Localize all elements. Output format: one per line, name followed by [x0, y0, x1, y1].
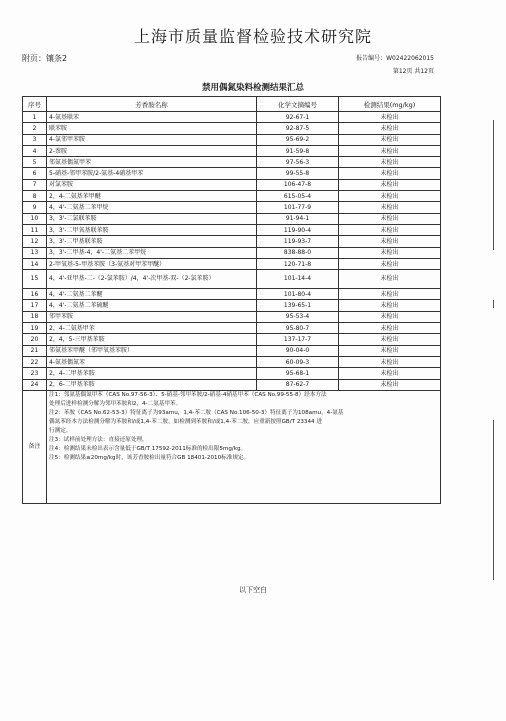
table-row	[23, 289, 441, 300]
test-result: 未检出	[339, 157, 441, 168]
amine-name: 联苯胺	[47, 123, 257, 134]
table-row	[23, 356, 441, 367]
amine-name: 2-萘胺	[47, 145, 257, 156]
table-row	[23, 112, 441, 123]
table-header-row	[23, 97, 441, 112]
row-number: 21	[23, 345, 47, 356]
column-header: 检测结果(mg/kg)	[339, 97, 441, 112]
row-number: 5	[23, 157, 47, 168]
table-row	[23, 134, 441, 145]
note-line: 行测定。	[49, 427, 72, 434]
row-number: 22	[23, 356, 47, 367]
table-row	[23, 236, 441, 247]
amine-name: 2，4-二氨基苯甲醚	[47, 191, 257, 202]
row-number: 11	[23, 224, 47, 235]
row-number: 17	[23, 300, 47, 311]
amine-name: 2，4-二甲基苯胺	[47, 368, 257, 379]
table-row	[23, 258, 441, 269]
column-header: 芳香胺名称	[47, 97, 257, 112]
table-row	[23, 334, 441, 345]
cas-number: 90-04-0	[257, 345, 339, 356]
cas-number: 106-47-8	[257, 179, 339, 190]
notes-blank-space	[49, 463, 438, 503]
test-result: 未检出	[339, 270, 441, 289]
test-result: 未检出	[339, 356, 441, 367]
results-table	[22, 96, 441, 504]
row-number: 12	[23, 236, 47, 247]
note-line: 注2：苯胺（CAS No.62-53-3）特征离子为93amu，1,4-苯二胺（CAS No.106-50-3）特征离子为108amu，4-氨基	[49, 409, 344, 416]
table-row	[23, 157, 441, 168]
table-row	[23, 323, 441, 334]
table-row	[23, 311, 441, 322]
row-number: 19	[23, 323, 47, 334]
test-result: 未检出	[339, 145, 441, 156]
test-result: 未检出	[339, 323, 441, 334]
note-line: 注5：检测结果≤20mg/kg时，该芳香胺检出量符合GB 18401-2010标准规定。	[49, 454, 250, 461]
binding-edge-mark	[493, 300, 494, 308]
row-number: 3	[23, 134, 47, 145]
cas-number: 87-62-7	[257, 379, 339, 390]
test-result: 未检出	[339, 179, 441, 190]
amine-name: 4，4'-二氨基二苯醚	[47, 289, 257, 300]
row-number: 24	[23, 379, 47, 390]
row-number: 20	[23, 334, 47, 345]
cas-number: 101-14-4	[257, 270, 339, 289]
amine-name: 对氯苯胺	[47, 179, 257, 190]
amine-name: 5-硝基-邻甲苯胺/2-氨基-4硝基甲苯	[47, 168, 257, 179]
table-title: 禁用偶氮染料检测结果汇总	[201, 83, 304, 93]
row-number: 13	[23, 247, 47, 258]
attachment-label: 附页：镶条2	[22, 54, 68, 63]
table-row	[23, 379, 441, 390]
cas-number: 137-17-7	[257, 334, 339, 345]
cas-number: 92-87-5	[257, 123, 339, 134]
amine-name: 2，4-二氨基甲苯	[47, 323, 257, 334]
binding-edge-mark	[493, 120, 494, 250]
page-indicator: 第12页 共12页	[392, 68, 434, 75]
cas-number: 97-56-3	[257, 157, 339, 168]
table-row	[23, 368, 441, 379]
amine-name: 邻甲苯胺	[47, 311, 257, 322]
test-result: 未检出	[339, 112, 441, 123]
row-number: 14	[23, 258, 47, 269]
notes-label: 备注	[23, 390, 47, 503]
row-number: 2	[23, 123, 47, 134]
end-marker: 以下空白	[239, 586, 267, 594]
row-number: 8	[23, 191, 47, 202]
test-result: 未检出	[339, 168, 441, 179]
row-number: 16	[23, 289, 47, 300]
amine-name: 4，4'-二氨基二苯硫醚	[47, 300, 257, 311]
notes-cell	[47, 390, 441, 503]
cas-number: 95-80-7	[257, 323, 339, 334]
test-result: 未检出	[339, 191, 441, 202]
row-number: 10	[23, 213, 47, 224]
table-row	[23, 191, 441, 202]
cas-number: 91-94-1	[257, 213, 339, 224]
note-line: 处理后进样检测分解为邻甲苯胺和2，4-二氨基甲苯。	[49, 400, 182, 407]
row-number: 18	[23, 311, 47, 322]
table-row	[23, 179, 441, 190]
test-result: 未检出	[339, 123, 441, 134]
table-row	[23, 123, 441, 134]
cas-number: 120-71-8	[257, 258, 339, 269]
test-result: 未检出	[339, 368, 441, 379]
row-number: 4	[23, 145, 47, 156]
note-line: 注3：试样前处理方法：直接还原处理。	[49, 436, 148, 443]
row-number: 9	[23, 202, 47, 213]
column-header: 化学文摘编号	[257, 97, 339, 112]
binding-edge-mark	[493, 420, 494, 580]
amine-name: 3，3'-二甲基联苯胺	[47, 236, 257, 247]
cas-number: 95-69-2	[257, 134, 339, 145]
cas-number: 60-09-3	[257, 356, 339, 367]
note-line: 偶氮苯经本方法检测分解为苯胺和/或1,4-苯二胺，如检测到苯胺和/或1,4-苯二胺，应重新按照GB/T 23344 进	[49, 418, 322, 425]
cas-number: 95-53-4	[257, 311, 339, 322]
table-row	[23, 145, 441, 156]
table-row	[23, 224, 441, 235]
cas-number: 119-90-4	[257, 224, 339, 235]
test-result: 未检出	[339, 379, 441, 390]
column-header: 序号	[23, 97, 47, 112]
note-line: 注1：邻氨基偶氮甲苯（CAS No.97-56-3）、5-硝基-邻甲苯胺/2-硝基-4硝基甲苯（CAS No.99-55-8）经本方法	[49, 391, 327, 398]
test-result: 未检出	[339, 236, 441, 247]
row-number: 6	[23, 168, 47, 179]
cas-number: 92-67-1	[257, 112, 339, 123]
report-number: 报告编号：W02422062015	[356, 55, 434, 62]
notes-row	[23, 390, 441, 503]
table-row	[23, 168, 441, 179]
amine-name: 4，4'-亚甲基-二-（2-氯苯胺）/4，4'-次甲基-双-（2-氯苯胺）	[47, 270, 257, 289]
cas-number: 101-77-9	[257, 202, 339, 213]
amine-name: 4，4'-二氨基二苯甲烷	[47, 202, 257, 213]
cas-number: 615-05-4	[257, 191, 339, 202]
test-result: 未检出	[339, 258, 441, 269]
amine-name: 3，3'-二甲基-4，4'-二氨基二苯甲烷	[47, 247, 257, 258]
test-result: 未检出	[339, 289, 441, 300]
cas-number: 838-88-0	[257, 247, 339, 258]
institute-title: 上海市质量监督检验技术研究院	[133, 27, 372, 46]
row-number: 23	[23, 368, 47, 379]
amine-name: 4-氨基偶氮苯	[47, 356, 257, 367]
cas-number: 119-93-7	[257, 236, 339, 247]
amine-name: 2-甲氧基-5-甲基苯胺（3-氨基对甲苯甲醚）	[47, 258, 257, 269]
cas-number: 91-59-8	[257, 145, 339, 156]
test-result: 未检出	[339, 224, 441, 235]
test-result: 未检出	[339, 247, 441, 258]
table-row	[23, 213, 441, 224]
test-result: 未检出	[339, 213, 441, 224]
amine-name: 4-氨基联苯	[47, 112, 257, 123]
test-result: 未检出	[339, 202, 441, 213]
test-result: 未检出	[339, 300, 441, 311]
table-row	[23, 270, 441, 289]
row-number: 1	[23, 112, 47, 123]
amine-name: 3，3'-二甲氧基联苯胺	[47, 224, 257, 235]
table-row	[23, 247, 441, 258]
amine-name: 4-氯邻甲苯胺	[47, 134, 257, 145]
row-number: 15	[23, 270, 47, 289]
test-result: 未检出	[339, 334, 441, 345]
row-number: 7	[23, 179, 47, 190]
test-result: 未检出	[339, 311, 441, 322]
cas-number: 95-68-1	[257, 368, 339, 379]
table-row	[23, 300, 441, 311]
note-line: 注4：检测结果未检出表示含量低于GB/T 17592-2011标准的检出限5mg/kg。	[49, 445, 247, 452]
test-result: 未检出	[339, 134, 441, 145]
cas-number: 101-80-4	[257, 289, 339, 300]
amine-name: 3，3'-二氯联苯胺	[47, 213, 257, 224]
amine-name: 邻氨基苯甲醚（邻甲氧基苯胺）	[47, 345, 257, 356]
table-row	[23, 202, 441, 213]
test-result: 未检出	[339, 345, 441, 356]
cas-number: 99-55-8	[257, 168, 339, 179]
amine-name: 2，6-二甲基苯胺	[47, 379, 257, 390]
amine-name: 2，4，5-三甲基苯胺	[47, 334, 257, 345]
cas-number: 139-65-1	[257, 300, 339, 311]
table-row	[23, 345, 441, 356]
amine-name: 邻氨基偶氮甲苯	[47, 157, 257, 168]
